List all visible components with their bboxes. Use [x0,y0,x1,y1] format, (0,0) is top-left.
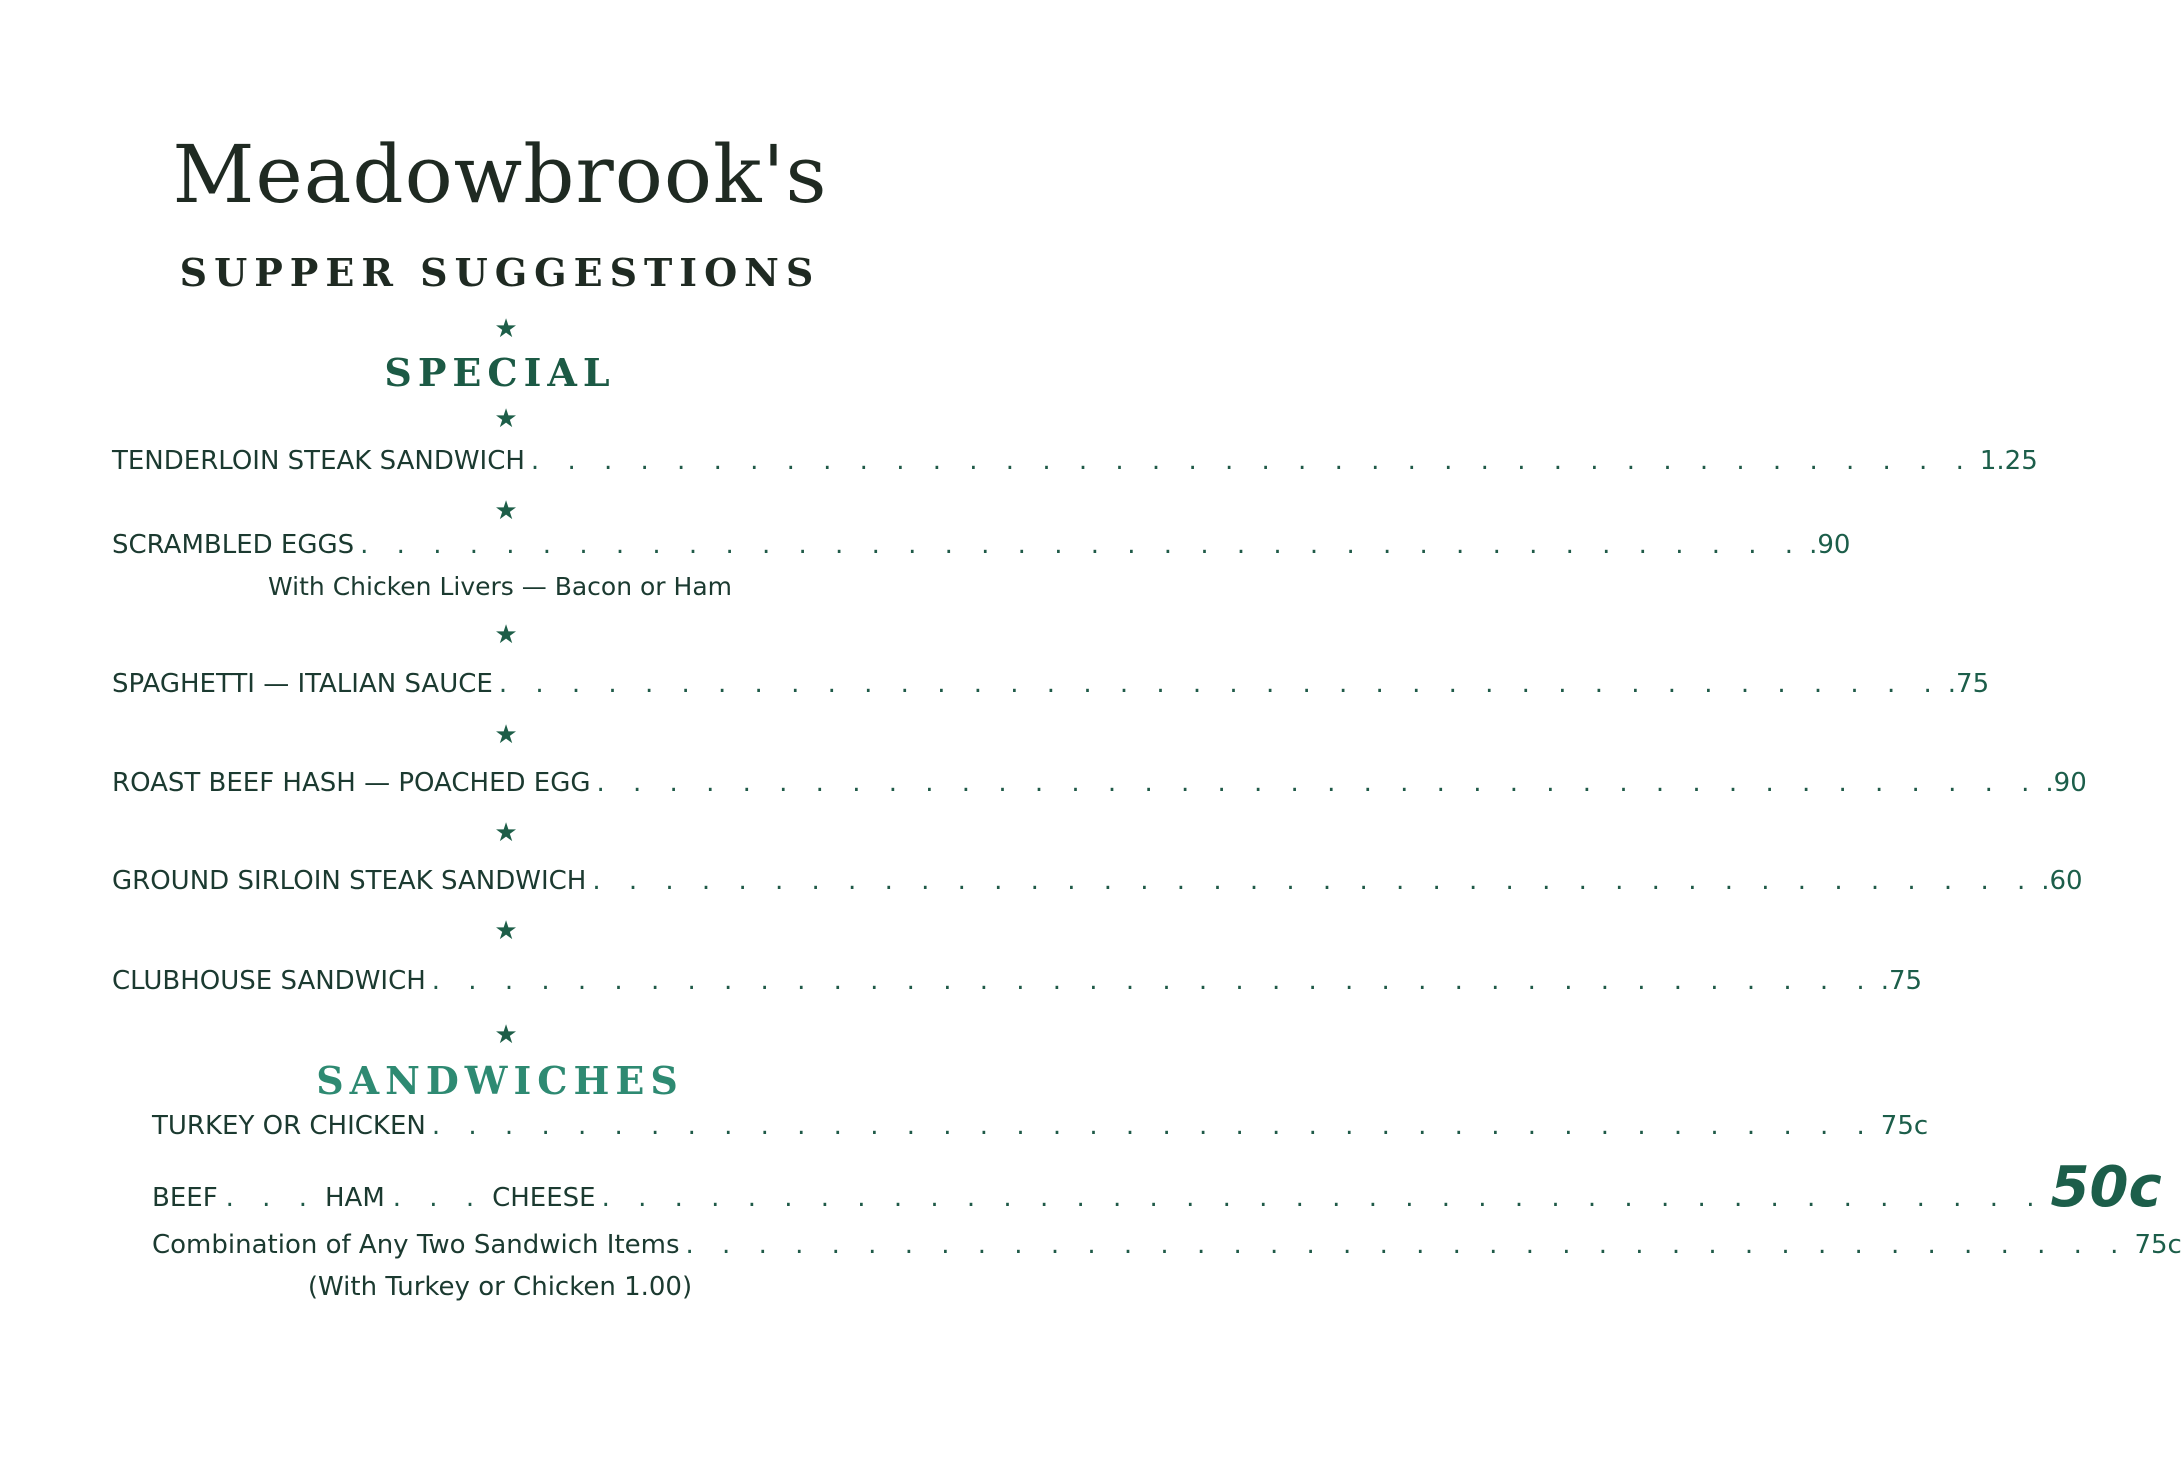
star-divider-icon: ★ [494,404,518,434]
sandwich-item-name: Combination of Any Two Sandwich Items [152,1230,680,1260]
dot-leader: . . . . . . . . . . . . . . . . . . . . . . . . . . . . . . . . . . . . . . . . [498,669,1942,699]
dot-leader: . . . . . . . . . . . . . . . . . . . . . . . . . . . . . . . . . . . . . . . . [592,866,2036,896]
sandwich-item [152,1111,1929,1147]
star-divider-icon: ★ [494,314,518,344]
sandwich-item [152,1230,2182,1266]
dot-leader: . . . . . . . . . . . . . . . . . . . . . . . . . . . . . . . . . . . . . . . . [530,446,1974,476]
dot-leader: . . . . . . . . . . . . . . . . . . . . . . . . . . . . . . . . . . . . . . . . [601,1183,2045,1213]
dot-leader: . . . [225,1183,317,1213]
sandwich-item-name: TURKEY OR CHICKEN [152,1111,426,1141]
menu-item [112,446,2038,482]
menu-item-note: With Chicken Livers — Bacon or Ham [267,572,732,601]
menu-item-price: .75 [1880,966,1923,996]
menu-item-name: CLUBHOUSE SANDWICH [112,966,426,996]
special-heading: SPECIAL [384,350,616,395]
menu-title: SUPPER SUGGESTIONS [179,250,821,295]
menu-item-name: GROUND SIRLOIN STEAK SANDWICH [112,866,587,896]
dot-leader: . . . [392,1183,485,1213]
star-divider-icon: ★ [494,620,518,650]
sandwich-item-note: (With Turkey or Chicken 1.00) [307,1272,693,1302]
dot-leader: . . . . . . . . . . . . . . . . . . . . . . . . . . . . . . . . . . . . . . . . [596,768,2040,798]
restaurant-name: Meadowbrook's [172,128,828,221]
menu-item [112,966,1923,1002]
menu-item-name: ROAST BEEF HASH — POACHED EGG [112,768,591,798]
menu-item [112,768,2087,804]
menu-item-price: .60 [2041,866,2083,896]
dot-leader: . . . . . . . . . . . . . . . . . . . . . . . . . . . . . . . . . . . . . . . . [360,530,1804,560]
dot-leader: . . . . . . . . . . . . . . . . . . . . . . . . . . . . . . . . . . . . . . . . [431,966,1875,996]
sandwich-item-beef: BEEF [152,1183,218,1213]
sandwich-item [152,1155,2162,1220]
menu-item-price: 1.25 [1979,446,2038,476]
star-divider-icon: ★ [494,720,518,750]
menu-item-name: SCRAMBLED EGGS [112,530,355,560]
sandwich-item-price-large: 50c [2050,1155,2162,1220]
dot-leader: . . . . . . . . . . . . . . . . . . . . . . . . . . . . . . . . . . . . . . . . [685,1230,2129,1260]
menu-item [112,530,1851,566]
sandwiches-heading: SANDWICHES [316,1058,684,1103]
dot-leader: . . . . . . . . . . . . . . . . . . . . . . . . . . . . . . . . . . . . . . . . [431,1111,1875,1141]
menu-item [112,866,2083,902]
sandwich-item-cheese: CHEESE [492,1183,596,1213]
star-divider-icon: ★ [494,496,518,526]
star-divider-icon: ★ [494,818,518,848]
menu-item-name: TENDERLOIN STEAK SANDWICH [112,446,525,476]
menu-item-price: .90 [1809,530,1851,560]
menu-item-name: SPAGHETTI — ITALIAN SAUCE [112,669,493,699]
star-divider-icon: ★ [494,1020,518,1050]
menu-item-price: .90 [2045,768,2087,798]
star-divider-icon: ★ [494,916,518,946]
sandwich-item-price: 75c [2134,1230,2182,1260]
menu-item [112,669,1990,705]
sandwich-item-ham: HAM [324,1183,385,1213]
sandwich-item-price: 75c [1880,1111,1929,1141]
menu-item-price: .75 [1947,669,1990,699]
